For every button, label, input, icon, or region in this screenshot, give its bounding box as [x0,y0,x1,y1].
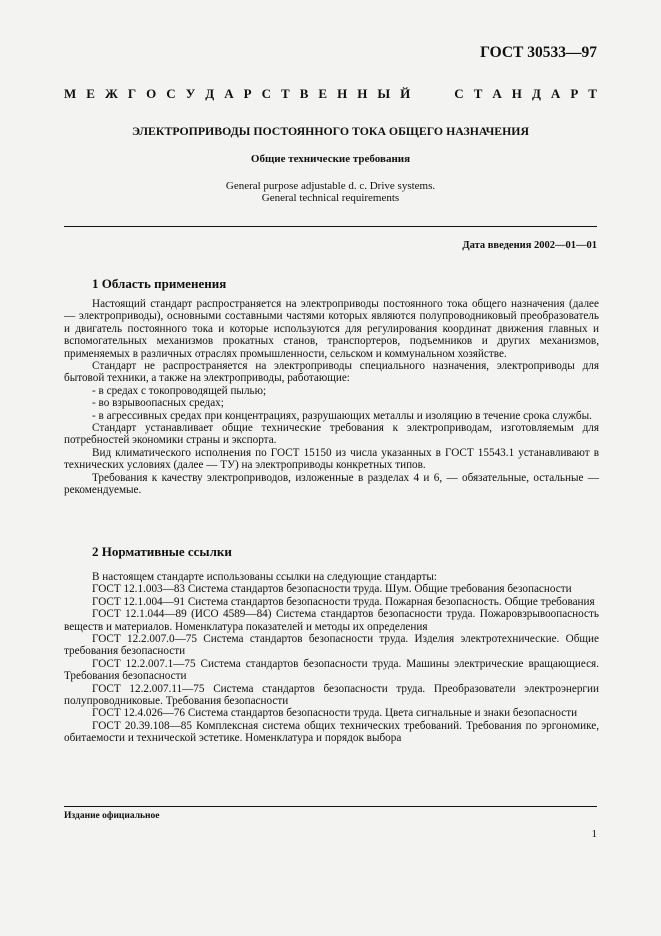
banner-letter: Г [127,86,137,101]
banner-letter: М [64,86,77,101]
paragraph: Требования к качеству электроприводов, изложенные в разделах 4 и 6, — обязательные, остальные — рекомендуемые. [64,471,599,497]
standard-number: ГОСТ 30533—97 [480,44,597,61]
introduction-date: Дата введения 2002—01—01 [462,240,597,251]
official-edition-note: Издание официальное [64,811,160,821]
interstate-standard-banner [64,86,597,102]
banner-letter: Т [588,86,597,101]
banner-letter: Й [400,86,411,101]
paragraph: В настоящем стандарте использованы ссылки на следующие стандарты: [92,571,437,583]
reference-item: ГОСТ 12.1.003—83 Система стандартов безопасности труда. Шум. Общие требования безопасности [92,583,572,596]
banner-letter: У [185,86,196,101]
banner-letter: А [550,86,561,101]
banner-letter: Т [281,86,290,101]
document-title: ЭЛЕКТРОПРИВОДЫ ПОСТОЯННОГО ТОКА ОБЩЕГО НАЗНАЧЕНИЯ [132,124,529,138]
reference-item: ГОСТ 20.39.108—85 Комплексная система общих технических требований. Требования по эргономике, обитаемости и технической эстетике. Номенклатура и порядок выбора [64,719,599,745]
banner-letter: Д [205,86,215,101]
banner-letter: Ж [104,86,118,101]
section-1-body [64,298,599,497]
reference-item: ГОСТ 12.4.026—76 Система стандартов безопасности труда. Цвета сигнальные и знаки безопасности [92,707,578,720]
english-title-line: General purpose adjustable d. c. Drive systems. [225,180,436,192]
reference-item: ГОСТ 12.1.044—89 (ИСО 4589—84) Система стандартов безопасности труда. Пожаровзрывоопасность веществ и материалов. Номенклатура показателей и методы их определения [64,608,599,633]
list-item: - в агрессивных средах при концентрациях, разрушающих металлы и изоляцию в течение срока службы. [92,409,592,422]
page-number: 1 [591,828,597,840]
reference-item: ГОСТ 12.2.007.11—75 Система стандартов безопасности труда. Преобразователи электроэнергии полупроводниковые. Требования безопасности [64,682,599,708]
list-item: - во взрывоопасных средах; [92,397,224,410]
banner-letter: Н [337,86,348,101]
footer-divider [64,806,597,807]
banner-letter: А [224,86,234,101]
banner-word-gap [420,86,444,102]
banner-letter: В [299,86,309,101]
banner-letter: Ы [377,86,391,101]
banner-letter: Т [473,86,483,101]
reference-item: ГОСТ 12.1.004—91 Система стандартов безопасности труда. Пожарная безопасность. Общие требования [92,595,595,608]
paragraph: Вид климатического исполнения по ГОСТ 15150 из числа указанных в ГОСТ 15543.1 устанавливают в технических условиях (далее — ТУ) на электроприводы конкретных типов. [64,446,599,472]
reference-item: ГОСТ 12.2.007.0—75 Система стандартов безопасности труда. Изделия электротехнические. Общие требования безопасности [64,633,599,658]
reference-item: ГОСТ 12.2.007.1—75 Система стандартов безопасности труда. Машины электрические вращающиеся. Требования безопасности [64,657,599,683]
banner-letter: Н [357,86,368,101]
english-title-line: General technical requirements [261,192,400,204]
banner-letter: С [261,86,271,101]
banner-letter: О [146,86,157,101]
banner-letter: Н [511,86,522,101]
document-subtitle: Общие технические требования [250,153,411,165]
section-2-heading: 2 Нормативные ссылки [92,544,232,559]
list-item: - в средах с токопроводящей пылью; [92,384,267,397]
banner-letter: Р [570,86,579,101]
section-2-body [64,571,599,745]
paragraph: Стандарт устанавливает общие технические требования к электроприводам, изготовляемым для потребностей экономики страны и экспорта. [64,422,599,447]
banner-letter: А [492,86,502,101]
header-divider [64,226,597,227]
banner-letter: С [454,86,464,101]
banner-letter: Е [318,86,328,101]
paragraph: Стандарт не распространяется на электроприводы специального назначения, электроприводы для бытовой техники, а также на электроприводы, работающие: [64,360,599,385]
banner-letter: Д [531,86,541,101]
banner-letter: Р [243,86,252,101]
section-1-heading: 1 Область применения [92,276,227,291]
english-title [62,180,599,204]
paragraph: Настоящий стандарт распространяется на электроприводы постоянного тока общего назначения (далее — электроприводы), основными составными частями которых являются полупроводниковый преобразователь и двигатель постоянного тока и которые используются для регулирования координат движения главных и вспомогательных механизмов прокатных станов, транспортеров, подъемников и других механизмов, применяемых в различных отраслях промышленности, сельском и коммунальном хозяйстве. [64,298,599,360]
banner-letter: Е [86,86,95,101]
banner-letter: С [166,86,176,101]
